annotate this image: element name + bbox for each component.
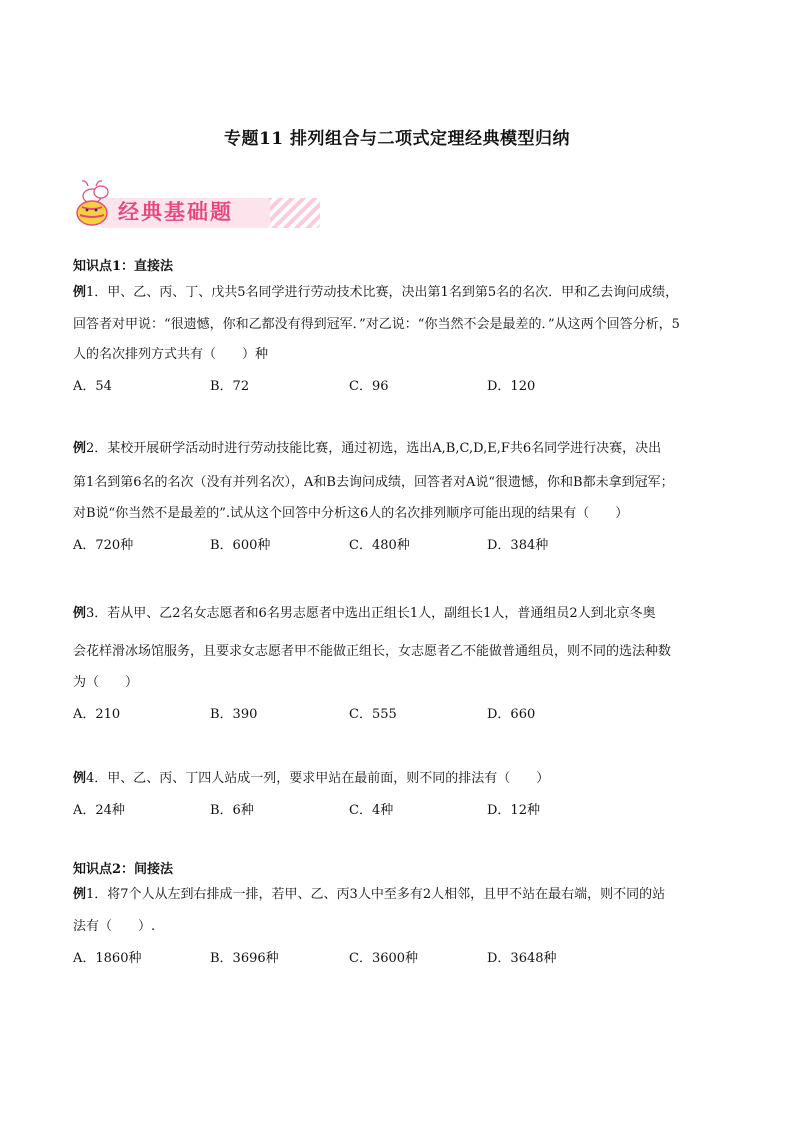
page-title: 专题11 排列组合与二项式定理经典模型归纳 — [223, 129, 571, 149]
example-2-option-a: A．720种 — [73, 538, 134, 553]
example-1-line-2: 回答者对甲说：“很遗憾，你和乙都没有得到冠军．”对乙说：“你当然不会是最差的．”从这两个回答分析，5 — [73, 317, 680, 332]
example-2-option-b: B．600种 — [210, 538, 271, 553]
example-3-line-3: 为（ ） — [73, 675, 139, 690]
example-2-line-3: 对B说“你当然不是最差的”.试从这个回答中分析这6人的名次排列顺序可能出现的结果有（ ） — [73, 506, 629, 521]
example-3-option-a: A．210 — [73, 707, 121, 722]
example-4-option-c: C．4种 — [349, 803, 394, 818]
example-1-option-c: C．96 — [349, 379, 389, 394]
example-1-option-a: A．54 — [73, 379, 112, 394]
example-3-option-b: B．390 — [210, 707, 258, 722]
example-5-line-1: 例1．将7个人从左到右排成一排，若甲、乙、丙3人中至多有2人相邻，且甲不站在最右端，则不同的站 — [73, 887, 666, 902]
example-4-option-a: A．24种 — [73, 803, 125, 818]
example-1-option-b: B．72 — [210, 379, 250, 394]
example-1-line-1: 例1．甲、乙、丙、丁、戊共5名同学进行劳动技术比赛，决出第1名到第5名的名次．甲和乙去询问成绩， — [73, 285, 679, 300]
example-1-option-d: D．120 — [487, 379, 536, 394]
example-5-option-b: B．3696种 — [210, 951, 279, 966]
example-2-line-1: 例2．某校开展研学活动时进行劳动技能比赛，通过初选，选出A,B,C,D,E,F共6名同学进行决赛，决出 — [73, 441, 662, 456]
section-heading-1: 知识点1：直接法 — [73, 259, 174, 274]
example-5-line-2: 法有（ ）. — [73, 919, 156, 934]
example-5-option-d: D．3648种 — [487, 951, 557, 966]
banner-title: 经典基础题 — [118, 200, 233, 224]
example-3-option-d: D．660 — [487, 707, 536, 722]
example-3-line-1: 例3．若从甲、乙2名女志愿者和6名男志愿者中选出正组长1人，副组长1人，普通组员2人到北京冬奥 — [73, 606, 656, 621]
example-3-line-2: 会花样滑冰场馆服务，且要求女志愿者甲不能做正组长，女志愿者乙不能做普通组员，则不同的选法种数 — [73, 644, 672, 659]
example-5-option-a: A．1860种 — [73, 951, 142, 966]
example-4-option-b: B．6种 — [210, 803, 254, 818]
example-4-option-d: D．12种 — [487, 803, 540, 818]
example-5-option-c: C．3600种 — [349, 951, 419, 966]
example-1-line-3: 人的名次排列方式共有（ ）种 — [73, 347, 269, 362]
section-heading-2: 知识点2：间接法 — [73, 862, 174, 877]
example-2-line-2: 第1名到第6名的名次（没有并列名次），A和B去询问成绩，回答者对A说“很遗憾，你和B都未拿到冠军； — [73, 475, 674, 490]
example-2-option-d: D．384种 — [487, 538, 549, 553]
example-4-line-1: 例4．甲、乙、丙、丁四人站成一列，要求甲站在最前面，则不同的排法有（ ） — [73, 771, 550, 786]
example-2-option-c: C．480种 — [349, 538, 410, 553]
example-3-option-c: C．555 — [349, 707, 397, 722]
